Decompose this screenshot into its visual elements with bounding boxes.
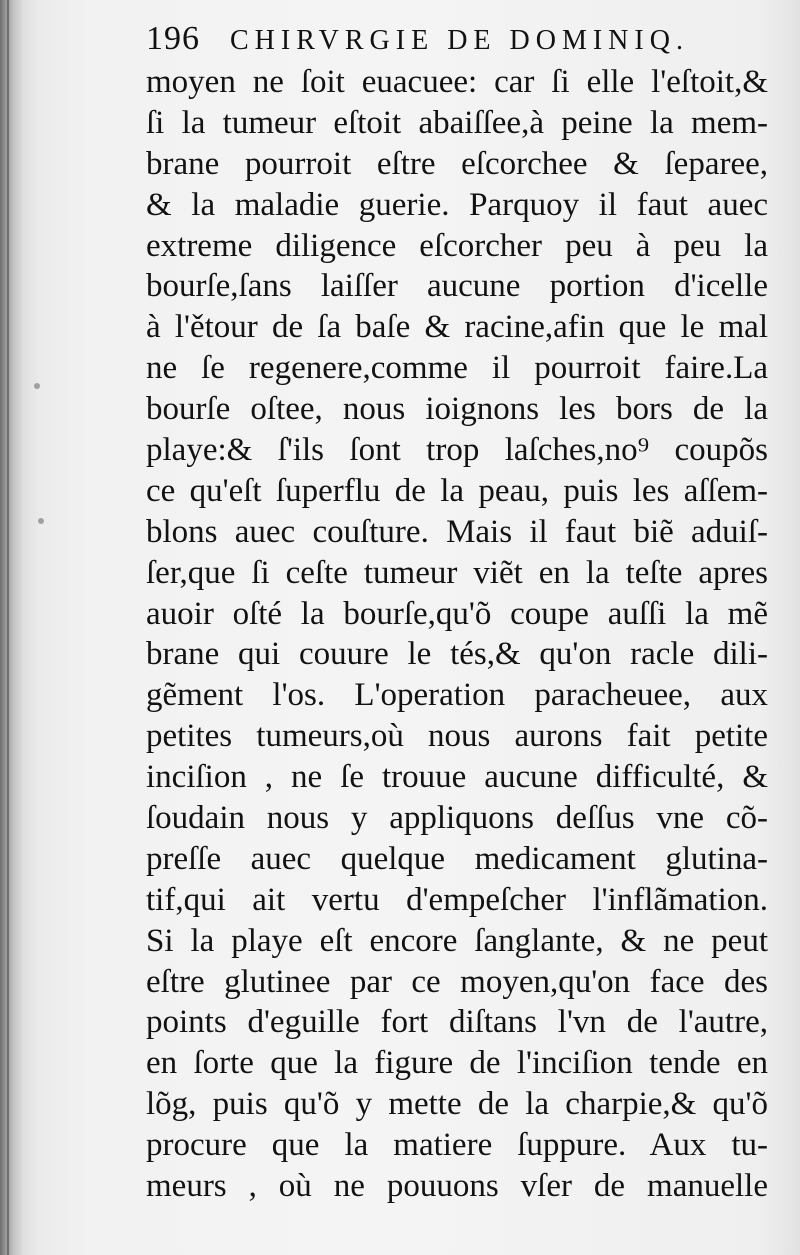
running-title: CHIRVRGIE DE DOMINIQ. [230,25,689,56]
text-line: meurs , où ne pouuons vſer de manuelle [146,1168,768,1205]
page-number: 196 [146,20,200,57]
text-line: lõg, puis qu'õ y mette de la charpie,& qu'õ [146,1086,768,1123]
text-line: tif,qui ait vertu d'empeſcher l'inflãmation. [146,881,768,918]
binding-gutter [0,0,22,1255]
text-line: ſoudain nous y appliquons deſſus vne cõ- [146,800,768,837]
margin-mark [34,383,40,389]
text-line: auoir oſté la bourſe,qu'õ coupe auſſi la mẽ [146,595,768,632]
text-line: en ſorte que la figure de l'inciſion tende en [146,1045,768,1082]
text-line: inciſion , ne ſe trouue aucune difficulté, & [146,759,768,796]
text-line: preſſe auec quelque medicament glutina- [146,840,768,877]
text-line: eſtre glutinee par ce moyen,qu'on face des [146,963,768,1000]
text-line: Si la playe eſt encore ſanglante, & ne peut [146,922,768,959]
text-line: à l'ětour de ſa baſe & racine,afin que le mal [146,309,768,346]
gutter-edge-line [7,0,9,1255]
text-line: ſer,que ſi ceſte tumeur viẽt en la teſte apres [146,554,768,591]
margin-mark [38,518,44,524]
text-line: brane pourroit eſtre eſcorchee & ſeparee, [146,145,768,182]
text-line: procure que la matiere ſuppure. Aux tu- [146,1127,768,1164]
text-line: blons auec couſture. Mais il faut biẽ aduiſ- [146,513,768,550]
page-header [146,20,766,60]
text-line: bourſe oſtee, nous ioignons les bors de la [146,391,768,428]
text-line: points d'eguille fort diſtans l'vn de l'autre, [146,1004,768,1041]
text-line: & la maladie guerie. Parquoy il faut auec [146,186,768,223]
text-line: moyen ne ſoit euacuee: car ſi elle l'eſtoit,& [146,64,768,100]
text-line: extreme diligence eſcorcher peu à peu la [146,227,768,264]
text-line: ne ſe regenere,comme il pourroit faire.La [146,350,768,387]
text-line: brane qui couure le tés,& qu'on racle dili- [146,636,768,673]
text-line: petites tumeurs,où nous aurons fait petite [146,718,768,755]
text-line: gẽment l'os. L'operation paracheuee, aux [146,677,768,714]
text-line: ſi la tumeur eſtoit abaiſſee,à peine la mem- [146,104,768,141]
text-line: ce qu'eſt ſuperflu de la peau, puis les aſſem- [146,472,768,509]
text-line: bourſe,ſans laiſſer aucune portion d'icelle [146,268,768,305]
text-line: playe:& ſ'ils ſont trop laſches,no⁹ coupõs [146,432,768,469]
body-text [146,62,768,1207]
